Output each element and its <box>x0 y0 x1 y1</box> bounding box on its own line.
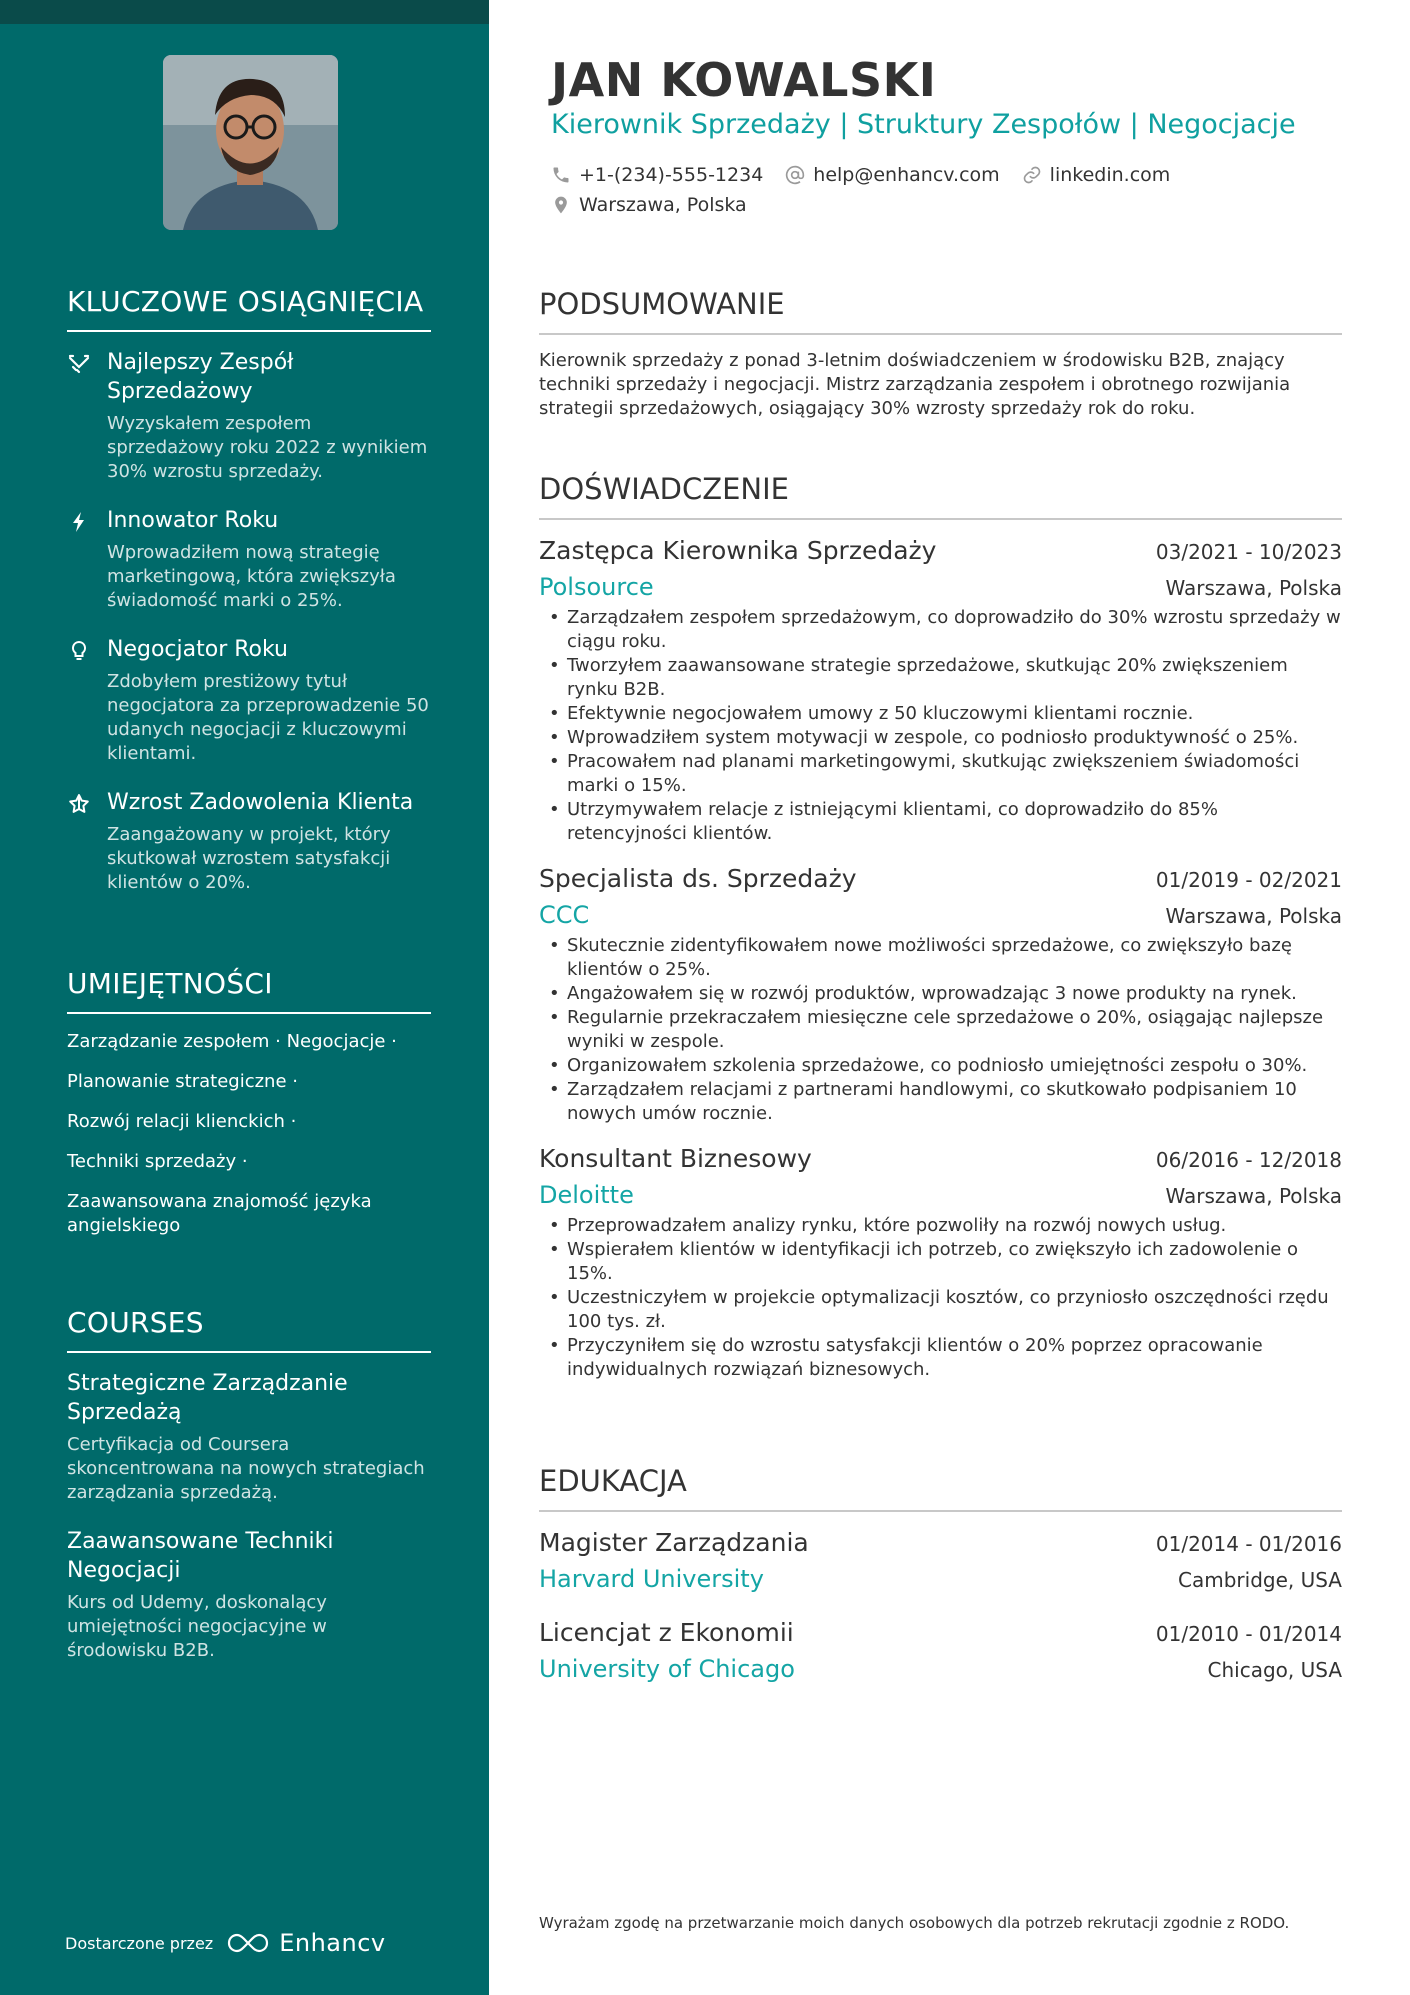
achievement-item <box>67 788 431 895</box>
education-heading: EDUKACJA <box>539 1464 1342 1512</box>
at-icon <box>785 165 805 185</box>
job-bullets <box>547 606 1342 846</box>
footer-brand[interactable] <box>65 1929 386 1957</box>
email-text: help@enhancv.com <box>813 164 1000 186</box>
achievement-title: Najlepszy Zespół Sprzedażowy <box>107 350 294 404</box>
skill-item: Rozwój relacji klienckich · <box>67 1111 297 1132</box>
job-location: Warszawa, Polska <box>1165 1184 1342 1208</box>
summary-text: Kierownik sprzedaży z ponad 3-letnim doświadczeniem w środowisku B2B, znający techniki sprzedaży i negocjacji. Mistrz zarządzania zespołem i obrotnego rozwijania strategii sprzedażowych, osiągający 30% wzrosty sprzedaży rok do roku. <box>539 350 1291 419</box>
job-bullet: • Tworzyłem zaawansowane strategie sprzedażowe, skutkując 20% zwiększeniem rynku B2B. <box>547 654 1342 702</box>
footer-label: Dostarczone przez <box>65 1933 214 1953</box>
candidate-name: JAN KOWALSKI <box>551 53 937 107</box>
handshake-icon <box>67 348 107 484</box>
course-desc: Certyfikacja od Coursera skoncentrowana na nowych strategiach zarządzania sprzedażą. <box>67 1434 425 1503</box>
gdpr-consent: Wyrażam zgodę na przetwarzanie moich danych osobowych dla potrzeb rekrutacji zgodnie z RODO. <box>539 1914 1290 1932</box>
courses-section <box>67 1306 431 1685</box>
job-bullets <box>547 934 1342 1126</box>
candidate-headline: Kierownik Sprzedaży | Struktury Zespołów | Negocjacje <box>551 109 1296 140</box>
profile-photo-image <box>163 55 338 230</box>
edu-degree: Licencjat z Ekonomii <box>539 1618 794 1647</box>
job-bullet: • Wprowadziłem system motywacji w zespole, co podniosło produktywność o 25%. <box>547 726 1342 750</box>
job-dates: 01/2019 - 02/2021 <box>1155 868 1342 892</box>
education-entry <box>539 1526 1342 1598</box>
achievement-desc: Zdobyłem prestiżowy tytuł negocjatora za przeprowadzenie 50 udanych negocjacji z kluczowymi klientami. <box>107 671 429 764</box>
enhancv-logo-icon <box>225 1931 271 1955</box>
job-title: Zastępca Kierownika Sprzedaży <box>539 536 937 565</box>
job-entry <box>539 862 1342 1126</box>
achievements-section <box>67 285 431 917</box>
experience-section <box>539 472 1342 1398</box>
job-bullet: • Wspierałem klientów w identyfikacji ich potrzeb, co zwiększyło ich zadowolenie o 15%. <box>547 1238 1342 1286</box>
job-company: Polsource <box>539 573 654 601</box>
job-bullet: • Przeprowadzałem analizy rynku, które pozwoliły na rozwój nowych usług. <box>547 1214 1342 1238</box>
job-company: CCC <box>539 901 590 929</box>
education-entry <box>539 1616 1342 1688</box>
achievement-title: Negocjator Roku <box>107 637 288 662</box>
course-title: Zaawansowane Techniki Negocjacji <box>67 1529 334 1583</box>
job-bullet: • Utrzymywałem relacje z istniejącymi klientami, co doprowadziło do 85% retencyjności klientów. <box>547 798 1342 846</box>
skills-section <box>67 967 431 1254</box>
linkedin-text: linkedin.com <box>1049 164 1171 186</box>
edu-dates: 01/2014 - 01/2016 <box>1155 1532 1342 1556</box>
job-title: Specjalista ds. Sprzedaży <box>539 864 857 893</box>
achievements-heading: KLUCZOWE OSIĄGNIĘCIA <box>67 285 431 332</box>
skills-heading: UMIEJĘTNOŚCI <box>67 967 431 1014</box>
job-location: Warszawa, Polska <box>1165 576 1342 600</box>
link-icon <box>1022 165 1042 185</box>
contact-info <box>551 160 1192 220</box>
achievement-item <box>67 635 431 766</box>
edu-degree: Magister Zarządzania <box>539 1528 809 1557</box>
edu-location: Cambridge, USA <box>1178 1568 1342 1592</box>
achievement-item <box>67 348 431 484</box>
job-bullet: • Zarządzałem relacjami z partnerami handlowymi, co skutkowało podpisaniem 10 nowych umów rocznie. <box>547 1078 1342 1126</box>
job-bullet: • Efektywnie negocjowałem umowy z 50 kluczowymi klientami rocznie. <box>547 702 1342 726</box>
achievement-title: Wzrost Zadowolenia Klienta <box>107 790 414 815</box>
star-icon <box>67 788 107 895</box>
course-title: Strategiczne Zarządzanie Sprzedażą <box>67 1371 348 1425</box>
job-bullet: • Pracowałem nad planami marketingowymi, skutkując zwiększeniem świadomości marki o 15%. <box>547 750 1342 798</box>
job-bullets <box>547 1214 1342 1382</box>
sidebar <box>0 0 489 1995</box>
job-dates: 03/2021 - 10/2023 <box>1155 540 1342 564</box>
job-entry <box>539 534 1342 846</box>
email-contact[interactable] <box>785 164 999 186</box>
achievement-desc: Zaangażowany w projekt, który skutkował wzrostem satysfakcji klientów o 20%. <box>107 824 391 893</box>
edu-dates: 01/2010 - 01/2014 <box>1155 1622 1342 1646</box>
profile-photo <box>163 55 338 230</box>
education-section <box>539 1464 1342 1706</box>
course-desc: Kurs od Udemy, doskonalący umiejętności negocjacyjne w środowisku B2B. <box>67 1592 327 1661</box>
job-bullet: • Uczestniczyłem w projekcie optymalizacji kosztów, co przyniosło oszczędności rzędu 100 tys. zł. <box>547 1286 1342 1334</box>
location-contact <box>551 194 747 216</box>
job-company: Deloitte <box>539 1181 634 1209</box>
job-entry <box>539 1142 1342 1382</box>
experience-heading: DOŚWIADCZENIE <box>539 472 1342 520</box>
phone-contact[interactable] <box>551 164 763 186</box>
job-bullet: • Zarządzałem zespołem sprzedażowym, co doprowadziło do 30% wzrostu sprzedaży w ciągu roku. <box>547 606 1342 654</box>
achievement-desc: Wyzyskałem zespołem sprzedażowy roku 2022 z wynikiem 30% wzrostu sprzedaży. <box>107 413 428 482</box>
sidebar-top-bar <box>0 0 489 24</box>
skill-item: Planowanie strategiczne · <box>67 1071 298 1092</box>
footer-brand-name: Enhancv <box>279 1929 386 1957</box>
job-bullet: • Przyczyniłem się do wzrostu satysfakcji klientów o 20% poprzez opracowanie indywidualnych rozwiązań biznesowych. <box>547 1334 1342 1382</box>
edu-school: University of Chicago <box>539 1655 795 1683</box>
job-bullet: • Organizowałem szkolenia sprzedażowe, co podniosło umiejętności zespołu o 30%. <box>547 1054 1342 1078</box>
edu-location: Chicago, USA <box>1207 1658 1342 1682</box>
linkedin-contact[interactable] <box>1022 164 1171 186</box>
achievement-item <box>67 506 431 613</box>
job-dates: 06/2016 - 12/2018 <box>1155 1148 1342 1172</box>
lightbulb-icon <box>67 635 107 766</box>
phone-icon <box>551 165 571 185</box>
job-bullet: • Angażowałem się w rozwój produktów, wprowadzając 3 nowe produkty na rynek. <box>547 982 1342 1006</box>
job-bullet: • Regularnie przekraczałem miesięczne cele sprzedażowe o 20%, osiągając najlepsze wyniki w zespole. <box>547 1006 1342 1054</box>
achievement-title: Innowator Roku <box>107 508 279 533</box>
lightning-icon <box>67 506 107 613</box>
location-pin-icon <box>551 195 571 215</box>
courses-heading: COURSES <box>67 1306 431 1353</box>
summary-heading: PODSUMOWANIE <box>539 287 1342 335</box>
job-bullet: • Skutecznie zidentyfikowałem nowe możliwości sprzedażowe, co zwiększyło bazę klientów o 25%. <box>547 934 1342 982</box>
edu-school: Harvard University <box>539 1565 764 1593</box>
skill-item: Zaawansowana znajomość języka angielskiego <box>67 1191 372 1236</box>
location-text: Warszawa, Polska <box>579 194 747 216</box>
phone-text: +1-(234)-555-1234 <box>579 164 764 186</box>
job-location: Warszawa, Polska <box>1165 904 1342 928</box>
skill-item: Zarządzanie zespołem · Negocjacje · <box>67 1031 397 1052</box>
achievement-desc: Wprowadziłem nową strategię marketingową, która zwiększyła świadomość marki o 25%. <box>107 542 396 611</box>
job-title: Konsultant Biznesowy <box>539 1144 812 1173</box>
skill-item: Techniki sprzedaży · <box>67 1151 248 1172</box>
summary-section <box>539 287 1342 421</box>
